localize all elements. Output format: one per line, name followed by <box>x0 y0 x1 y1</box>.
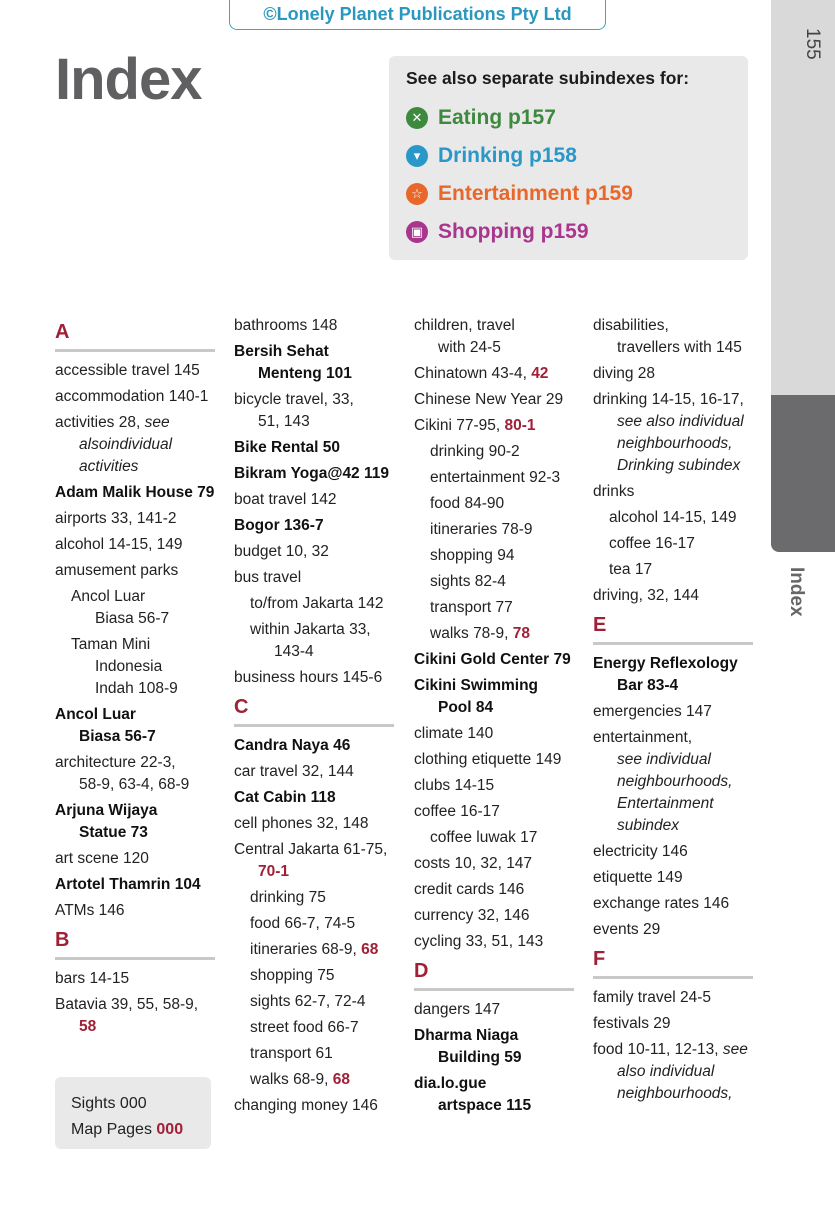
index-entry <box>593 389 753 477</box>
entry-text: shopping 75 <box>250 967 335 984</box>
entry-text: walks 68-9, <box>250 1071 333 1088</box>
index-entry <box>593 481 753 503</box>
subindex-label: Entertainment p159 <box>438 182 633 205</box>
map-page-ref: 68 <box>361 941 379 958</box>
index-entry <box>234 315 394 337</box>
index-entry <box>55 994 215 1038</box>
entry-text: tea 17 <box>609 561 653 578</box>
entry-continuation: Menteng 101 <box>258 365 352 382</box>
entry-continuation: neighbourhoods, <box>617 773 733 790</box>
index-entry <box>234 939 394 961</box>
index-entry <box>55 704 215 748</box>
entry-text: Cat Cabin 118 <box>234 789 336 806</box>
index-entry <box>234 1095 394 1117</box>
entry-text: coffee luwak 17 <box>430 829 538 846</box>
index-entry <box>234 913 394 935</box>
index-entry <box>414 415 574 437</box>
index-entry <box>414 389 574 411</box>
index-entry <box>55 482 215 504</box>
map-page-ref: 42 <box>531 365 549 382</box>
entry-text: alcohol 14-15, 149 <box>609 509 737 526</box>
index-entry <box>55 634 215 700</box>
bag-icon: ▣ <box>406 221 428 243</box>
entry-text: Artotel Thamrin 104 <box>55 876 201 893</box>
entry-text: coffee 16-17 <box>414 803 500 820</box>
entry-text: sights 82-4 <box>430 573 506 590</box>
index-entry <box>414 519 574 541</box>
index-entry <box>234 437 394 459</box>
index-entry <box>414 545 574 567</box>
index-entry <box>55 412 215 478</box>
index-entry <box>414 363 574 385</box>
index-entry <box>414 749 574 771</box>
entry-continuation: see individual <box>617 751 711 768</box>
index-column-2 <box>234 315 394 1121</box>
entry-text: architecture 22-3, <box>55 754 176 771</box>
entry-continuation: travellers with 145 <box>617 339 742 356</box>
page-number: 155 <box>802 28 823 60</box>
index-entry <box>593 585 753 607</box>
entry-text: transport 61 <box>250 1045 333 1062</box>
entry-text: costs 10, 32, 147 <box>414 855 533 872</box>
subindex-link-2[interactable] <box>406 175 748 213</box>
index-entry <box>414 1025 574 1069</box>
index-entry <box>414 493 574 515</box>
index-entry <box>593 653 753 697</box>
entry-continuation: Biasa 56-7 <box>79 728 156 745</box>
index-entry <box>234 567 394 589</box>
index-entry <box>593 893 753 915</box>
entry-text: boat travel 142 <box>234 491 337 508</box>
index-entry <box>55 534 215 556</box>
entry-see: see <box>144 414 170 431</box>
entry-text: Chinese New Year 29 <box>414 391 564 408</box>
index-entry <box>414 467 574 489</box>
index-entry <box>234 1069 394 1091</box>
fork-knife-icon: ✕ <box>406 107 428 129</box>
entry-text: Taman Mini <box>71 636 151 653</box>
map-page-ref: 58 <box>79 1018 97 1035</box>
star-icon: ☆ <box>406 183 428 205</box>
index-entry <box>414 905 574 927</box>
entry-continuation: 51, 143 <box>258 413 310 430</box>
index-entry <box>234 965 394 987</box>
index-entry <box>414 931 574 953</box>
entry-text: Dharma Niaga <box>414 1027 519 1044</box>
entry-continuation: neighbourhoods, <box>617 435 733 452</box>
index-entry <box>55 800 215 844</box>
page-side-tab <box>771 0 835 1205</box>
entry-text: bars 14-15 <box>55 970 130 987</box>
entry-continuation: artspace 115 <box>438 1097 532 1114</box>
entry-text: alcohol 14-15, 149 <box>55 536 183 553</box>
entry-text: Adam Malik House 79 <box>55 484 215 501</box>
entry-text: festivals 29 <box>593 1015 671 1032</box>
entry-continuation: Pool 84 <box>438 699 494 716</box>
section-letter: A <box>55 321 70 343</box>
index-entry <box>593 841 753 863</box>
index-entry <box>55 968 215 990</box>
index-entry <box>234 1017 394 1039</box>
index-entry <box>234 839 394 883</box>
index-entry <box>414 597 574 619</box>
map-page-ref: 68 <box>332 1071 350 1088</box>
entry-text: art scene 120 <box>55 850 149 867</box>
index-entry <box>55 900 215 922</box>
entry-text: family travel 24-5 <box>593 989 712 1006</box>
entry-text: entertainment, <box>593 729 693 746</box>
index-entry <box>414 775 574 797</box>
entry-text: food 66-7, 74-5 <box>250 915 356 932</box>
index-entry <box>593 533 753 555</box>
index-entry <box>414 879 574 901</box>
entry-text: accommodation 140-1 <box>55 388 209 405</box>
index-entry <box>234 463 394 485</box>
entry-text: sights 62-7, 72-4 <box>250 993 366 1010</box>
entry-text: disabilities, <box>593 317 669 334</box>
entry-text: currency 32, 146 <box>414 907 530 924</box>
index-entry <box>234 813 394 835</box>
section-label: Index <box>786 567 807 617</box>
entry-continuation: Building 59 <box>438 1049 522 1066</box>
entry-text: car travel 32, 144 <box>234 763 354 780</box>
index-entry <box>593 1039 753 1105</box>
entry-text: itineraries 68-9, <box>250 941 362 958</box>
index-entry <box>234 735 394 757</box>
entry-text: Central Jakarta 61-75, <box>234 841 388 858</box>
section-letter: B <box>55 929 70 951</box>
section-letter: F <box>593 948 606 970</box>
section-rule <box>414 988 574 991</box>
subindex-link-1[interactable] <box>406 137 748 175</box>
entry-text: food 10-11, 12-13, <box>593 1041 723 1058</box>
index-entry <box>234 887 394 909</box>
entry-text: walks 78-9, <box>430 625 513 642</box>
index-entry <box>234 667 394 689</box>
index-entry <box>414 623 574 645</box>
entry-continuation: also individual <box>617 1063 715 1080</box>
index-entry <box>593 315 753 359</box>
legend-key-box <box>55 1077 211 1149</box>
entry-text: exchange rates 146 <box>593 895 730 912</box>
entry-continuation: Biasa 56-7 <box>95 610 170 627</box>
entry-text: changing money 146 <box>234 1097 378 1114</box>
entry-text: clothing etiquette 149 <box>414 751 562 768</box>
entry-text: drinking 75 <box>250 889 326 906</box>
index-entry <box>414 315 574 359</box>
index-entry <box>234 991 394 1013</box>
entry-text: amusement parks <box>55 562 179 579</box>
entry-text: coffee 16-17 <box>609 535 695 552</box>
entry-continuation: alsoindividual <box>79 436 173 453</box>
entry-text: cell phones 32, 148 <box>234 815 369 832</box>
entry-continuation: 143-4 <box>274 643 314 660</box>
entry-continuation: Bar 83-4 <box>617 677 679 694</box>
entry-text: diving 28 <box>593 365 656 382</box>
index-column-1 <box>55 315 215 1042</box>
section-rule <box>593 642 753 645</box>
entry-continuation: see also individual <box>617 413 744 430</box>
subindex-heading: See also separate subindexes for: <box>406 68 690 88</box>
entry-text: climate 140 <box>414 725 494 742</box>
entry-text: food 84-90 <box>430 495 505 512</box>
index-entry <box>414 853 574 875</box>
side-tab-marker <box>771 395 835 552</box>
section-rule <box>593 976 753 979</box>
entry-text: Cikini Swimming <box>414 677 539 694</box>
subindex-box <box>389 56 748 260</box>
index-entry <box>593 727 753 837</box>
entry-text: within Jakarta 33, <box>250 621 371 638</box>
index-entry <box>414 723 574 745</box>
index-entry <box>593 363 753 385</box>
index-entry <box>414 441 574 463</box>
entry-text: children, travel <box>414 317 515 334</box>
map-page-ref: 78 <box>512 625 530 642</box>
entry-text: Bikram Yoga@42 119 <box>234 465 389 482</box>
index-entry <box>234 787 394 809</box>
subindex-label: Eating p157 <box>438 106 556 129</box>
index-entry <box>234 489 394 511</box>
entry-text: Bersih Sehat <box>234 343 329 360</box>
entry-text: bus travel <box>234 569 302 586</box>
index-entry <box>234 1043 394 1065</box>
entry-text: dangers 147 <box>414 1001 501 1018</box>
entry-text: drinking 14-15, 16-17, <box>593 391 744 408</box>
entry-text: street food 66-7 <box>250 1019 359 1036</box>
index-entry <box>593 987 753 1009</box>
legend-map-pages <box>71 1117 211 1143</box>
entry-continuation: subindex <box>617 817 680 834</box>
section-letter: C <box>234 696 249 718</box>
subindex-link-3[interactable] <box>406 213 748 251</box>
index-entry <box>234 593 394 615</box>
index-entry <box>55 386 215 408</box>
entry-text: ATMs 146 <box>55 902 125 919</box>
index-entry <box>234 541 394 563</box>
index-column-4 <box>593 315 753 1109</box>
index-entry <box>414 1073 574 1117</box>
section-letter: E <box>593 614 607 636</box>
section-rule <box>55 957 215 960</box>
index-entry <box>414 999 574 1021</box>
entry-continuation: Drinking subindex <box>617 457 741 474</box>
map-page-ref: 70-1 <box>258 863 290 880</box>
index-entry <box>234 389 394 433</box>
entry-continuation: Entertainment <box>617 795 714 812</box>
entry-text: bathrooms 148 <box>234 317 338 334</box>
legend-map-label: Map Pages <box>71 1121 157 1138</box>
index-entry <box>593 559 753 581</box>
entry-text: Candra Naya 46 <box>234 737 351 754</box>
entry-text: bicycle travel, 33, <box>234 391 354 408</box>
entry-text: budget 10, 32 <box>234 543 329 560</box>
entry-continuation: 58-9, 63-4, 68-9 <box>79 776 190 793</box>
index-entry <box>234 761 394 783</box>
entry-text: itineraries 78-9 <box>430 521 533 538</box>
index-entry <box>593 919 753 941</box>
entry-text: Bike Rental 50 <box>234 439 340 456</box>
entry-text: events 29 <box>593 921 661 938</box>
entry-text: Ancol Luar <box>71 588 146 605</box>
page-title: Index <box>55 47 202 112</box>
index-entry <box>55 874 215 896</box>
entry-text: drinking 90-2 <box>430 443 520 460</box>
entry-text: airports 33, 141-2 <box>55 510 177 527</box>
legend-map-value: 000 <box>156 1121 184 1138</box>
entry-text: transport 77 <box>430 599 513 616</box>
entry-text: entertainment 92-3 <box>430 469 561 486</box>
entry-text: activities 28, <box>55 414 145 431</box>
entry-text: Energy Reflexology <box>593 655 738 672</box>
index-entry <box>234 341 394 385</box>
entry-text: Bogor 136-7 <box>234 517 324 534</box>
entry-text: Ancol Luar <box>55 706 136 723</box>
entry-text: dia.lo.gue <box>414 1075 487 1092</box>
entry-text: Cikini 77-95, <box>414 417 505 434</box>
index-entry <box>414 649 574 671</box>
legend-sights: Sights 000 <box>71 1095 147 1112</box>
index-entry <box>414 801 574 823</box>
index-entry <box>55 360 215 382</box>
entry-text: accessible travel 145 <box>55 362 200 379</box>
entry-see: see <box>722 1041 748 1058</box>
map-page-ref: 80-1 <box>504 417 536 434</box>
entry-text: business hours 145-6 <box>234 669 383 686</box>
section-rule <box>55 349 215 352</box>
entry-continuation: activities <box>79 458 139 475</box>
entry-text: etiquette 149 <box>593 869 683 886</box>
index-entry <box>414 675 574 719</box>
index-column-3 <box>414 315 574 1121</box>
entry-text: emergencies 147 <box>593 703 712 720</box>
index-entry <box>55 752 215 796</box>
entry-text: cycling 33, 51, 143 <box>414 933 544 950</box>
index-entry <box>55 848 215 870</box>
copyright-notice: ©Lonely Planet Publications Pty Ltd <box>229 0 606 30</box>
subindex-label: Drinking p158 <box>438 144 577 167</box>
index-entry <box>414 571 574 593</box>
subindex-label: Shopping p159 <box>438 220 589 243</box>
entry-text: Cikini Gold Center 79 <box>414 651 571 668</box>
index-entry <box>593 701 753 723</box>
entry-text: shopping 94 <box>430 547 515 564</box>
entry-text: driving, 32, 144 <box>593 587 699 604</box>
entry-text: Chinatown 43-4, <box>414 365 532 382</box>
entry-text: Batavia 39, 55, 58-9, <box>55 996 199 1013</box>
index-entry <box>593 867 753 889</box>
index-entry <box>55 586 215 630</box>
index-entry <box>55 508 215 530</box>
entry-text: Arjuna Wijaya <box>55 802 158 819</box>
entry-continuation: Statue 73 <box>79 824 148 841</box>
entry-text: drinks <box>593 483 635 500</box>
index-entry <box>234 619 394 663</box>
subindex-link-0[interactable] <box>406 99 748 137</box>
entry-continuation: Indonesia <box>95 658 163 675</box>
entry-text: electricity 146 <box>593 843 688 860</box>
entry-continuation: with 24-5 <box>438 339 501 356</box>
index-entry <box>55 560 215 582</box>
entry-text: credit cards 146 <box>414 881 525 898</box>
index-entry <box>234 515 394 537</box>
index-entry <box>593 1013 753 1035</box>
entry-text: to/from Jakarta 142 <box>250 595 384 612</box>
glass-icon: ▾ <box>406 145 428 167</box>
section-rule <box>234 724 394 727</box>
entry-continuation: Indah 108-9 <box>95 680 178 697</box>
section-letter: D <box>414 960 429 982</box>
index-entry <box>414 827 574 849</box>
entry-continuation: neighbourhoods, <box>617 1085 733 1102</box>
index-entry <box>593 507 753 529</box>
entry-text: clubs 14-15 <box>414 777 495 794</box>
